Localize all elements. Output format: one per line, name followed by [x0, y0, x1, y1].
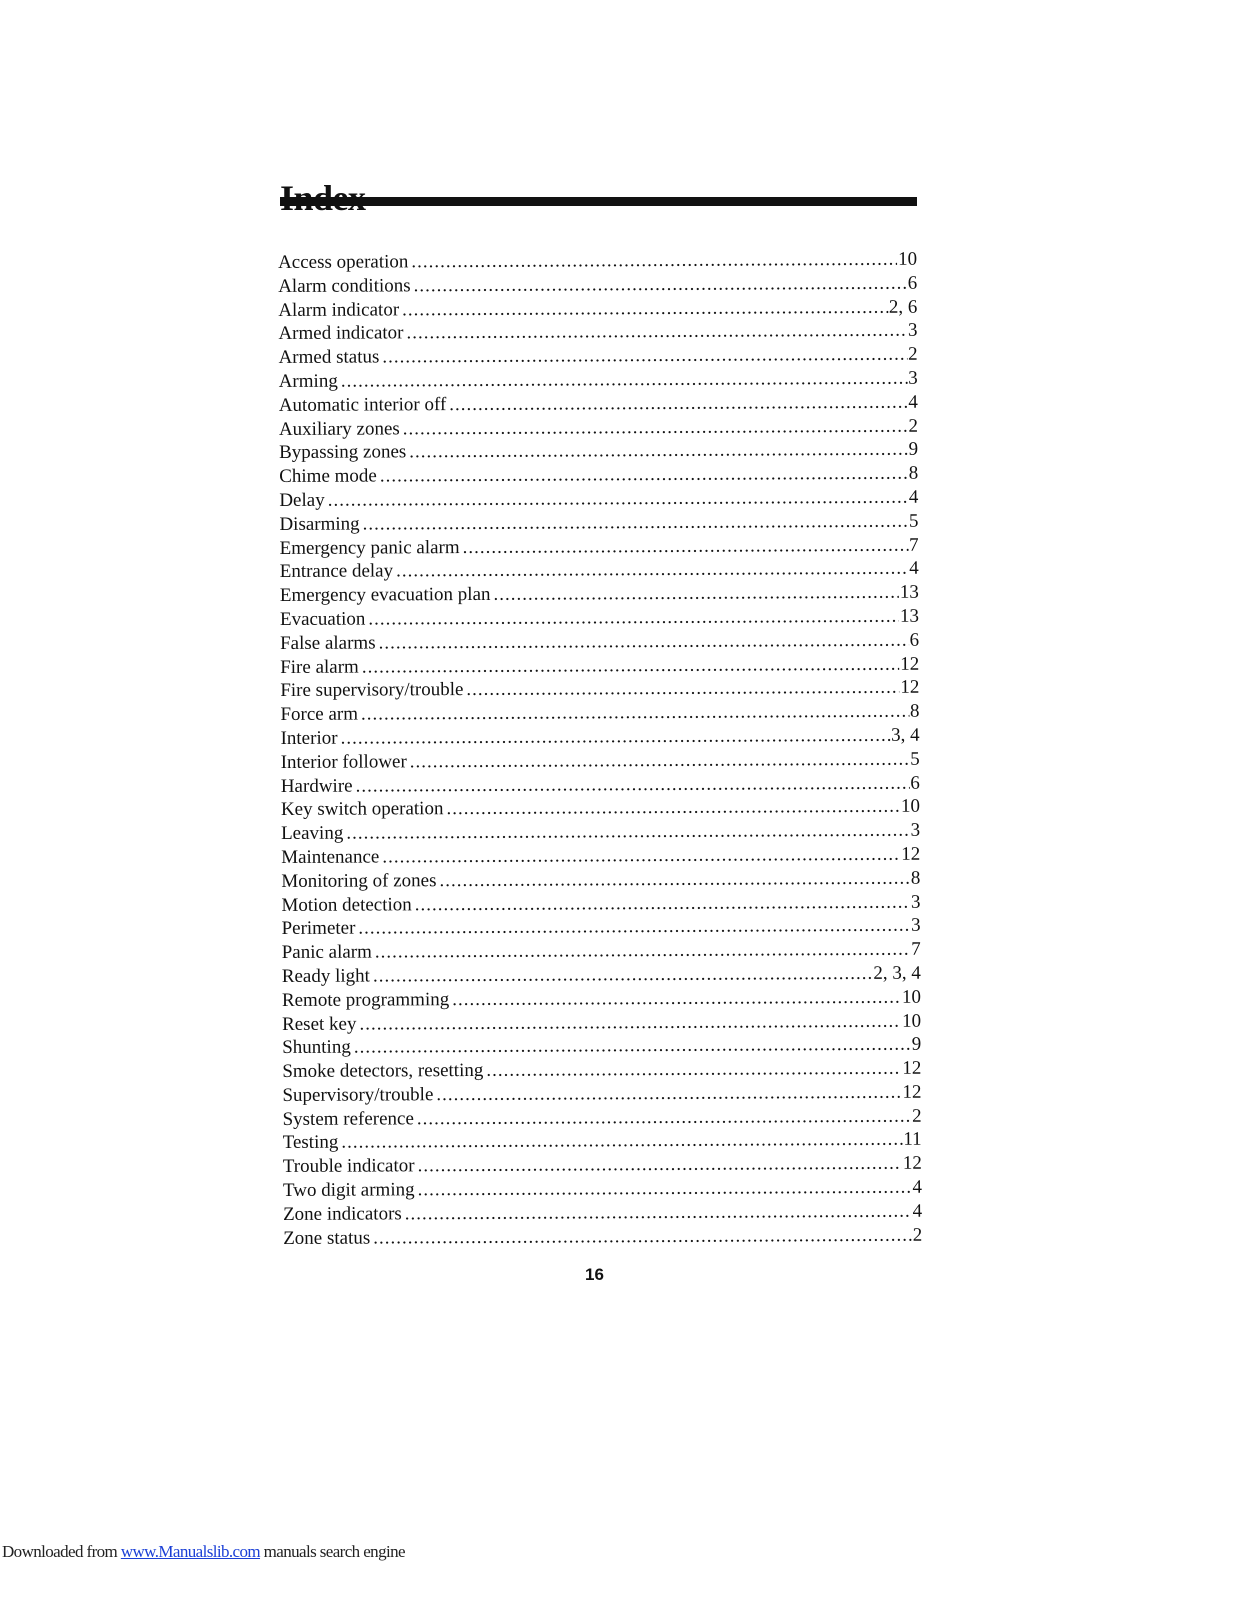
index-pages: 2	[908, 415, 918, 437]
index-pages: 2	[911, 1105, 922, 1127]
dot-leader	[382, 843, 900, 870]
dot-leader	[328, 486, 908, 513]
dot-leader	[380, 462, 908, 489]
index-entry	[282, 1057, 921, 1084]
dot-leader	[362, 652, 900, 679]
index-pages: 3	[907, 320, 918, 342]
index-entry	[278, 295, 917, 322]
index-entry	[281, 843, 920, 870]
dot-leader	[368, 605, 899, 632]
index-term: Monitoring of zones	[281, 869, 437, 892]
dot-leader	[346, 819, 909, 846]
dot-leader	[493, 581, 898, 607]
index-pages: 2	[907, 343, 918, 365]
dot-leader	[406, 319, 907, 345]
index-term: System reference	[282, 1107, 414, 1130]
index-pages: 6	[910, 772, 920, 794]
index-term: Motion detection	[281, 893, 412, 916]
index-pages: 12	[901, 843, 921, 865]
index-pages: 10	[901, 986, 921, 1008]
index-entry	[282, 1104, 921, 1131]
dot-leader	[463, 533, 909, 559]
index-pages: 9	[908, 439, 919, 461]
index-term: Alarm indicator	[278, 298, 400, 321]
index-pages: 13	[899, 605, 919, 627]
index-term: Alarm conditions	[278, 275, 411, 297]
index-term: Delay	[279, 489, 325, 511]
index-term: Panic alarm	[281, 941, 372, 964]
index-pages: 10	[901, 1010, 922, 1032]
index-pages: 12	[902, 1081, 922, 1103]
index-entry	[281, 771, 920, 798]
dot-leader	[405, 1200, 912, 1226]
index-pages: 4	[912, 1200, 923, 1222]
dot-leader	[417, 1152, 901, 1178]
index-pages: 4	[909, 558, 919, 580]
dot-leader	[363, 509, 908, 536]
index-term: Force arm	[280, 703, 359, 726]
index-entry	[281, 747, 920, 774]
dot-leader	[466, 676, 899, 702]
index-entry	[279, 390, 918, 417]
index-term: Zone indicators	[282, 1203, 402, 1225]
index-term: Fire alarm	[280, 656, 359, 678]
index-pages: 3	[908, 367, 918, 389]
index-term: Bypassing zones	[279, 441, 407, 464]
index-term: Zone status	[283, 1227, 371, 1249]
index-term: Interior follower	[280, 751, 407, 773]
dot-leader	[373, 1223, 912, 1250]
dot-leader	[402, 295, 888, 321]
footer-prefix: Downloaded from	[2, 1542, 121, 1561]
dot-leader	[358, 914, 910, 941]
dot-leader	[449, 390, 907, 416]
index-pages: 13	[899, 581, 919, 603]
index-pages: 6	[907, 272, 918, 294]
index-entry	[279, 462, 918, 489]
index-pages: 10	[900, 795, 920, 818]
index-entry	[279, 509, 918, 536]
dot-leader	[379, 628, 909, 655]
index-term: Remote programming	[281, 988, 450, 1011]
index-entry	[279, 438, 918, 465]
index-entry	[283, 1152, 922, 1179]
index-term: Maintenance	[281, 846, 380, 868]
index-pages: 9	[911, 1033, 922, 1055]
index-pages: 3, 4	[890, 724, 920, 746]
index-entry	[282, 962, 921, 989]
dot-leader	[417, 1104, 911, 1130]
dot-leader	[403, 414, 908, 440]
index-entry	[280, 700, 919, 727]
index-entry	[281, 890, 920, 917]
index-term: Disarming	[279, 513, 360, 535]
index-entry	[282, 1009, 921, 1036]
dot-leader	[410, 747, 910, 773]
dot-leader	[396, 557, 908, 583]
index-entry	[283, 1223, 922, 1250]
index-pages: 4	[908, 486, 919, 508]
index-pages: 12	[902, 1057, 922, 1079]
index-term: Reset key	[281, 1013, 357, 1035]
index-entry	[278, 343, 917, 370]
title-rule	[280, 197, 917, 206]
index-term: Access operation	[278, 251, 409, 273]
index-term: Fire supervisory/trouble	[280, 679, 464, 702]
index-term: Emergency evacuation plan	[279, 584, 491, 607]
index-entry	[283, 1176, 922, 1203]
dot-leader	[382, 343, 907, 370]
index-term: Hardwire	[280, 775, 353, 797]
dot-leader	[361, 700, 909, 727]
index-term: Interior	[280, 727, 338, 749]
index-term: Testing	[282, 1132, 339, 1154]
index-entry	[280, 581, 919, 608]
index-pages: 3	[910, 891, 921, 913]
index-pages: 12	[900, 653, 920, 675]
index-pages: 4	[908, 391, 918, 413]
index-pages: 8	[909, 700, 920, 722]
index-entry	[280, 652, 919, 679]
index-pages: 2, 3, 4	[873, 962, 921, 984]
index-entry	[278, 319, 917, 346]
dot-leader	[439, 866, 909, 892]
dot-leader	[409, 438, 907, 464]
footer	[2, 1542, 405, 1562]
index-entry	[282, 1033, 921, 1060]
index-entry	[280, 724, 919, 751]
index-entry	[282, 938, 921, 965]
index-term: Two digit arming	[282, 1179, 415, 1202]
index-term: Auxiliary zones	[278, 417, 400, 440]
index-pages: 8	[910, 867, 921, 889]
index-term: Emergency panic alarm	[279, 536, 460, 559]
index-pages: 6	[909, 629, 920, 651]
index-term: Automatic interior off	[278, 393, 447, 416]
index-entry	[280, 628, 919, 655]
index-term: Entrance delay	[279, 560, 394, 583]
dot-leader	[341, 367, 908, 394]
index-pages: 3	[910, 914, 921, 937]
dot-leader	[452, 985, 901, 1011]
dot-leader	[486, 1057, 901, 1083]
index-term: Perimeter	[281, 917, 356, 940]
index-entry	[283, 1128, 922, 1155]
index-list	[278, 248, 922, 1251]
index-pages: 10	[897, 248, 918, 270]
dot-leader	[446, 795, 900, 821]
index-term: Smoke detectors, resetting	[282, 1060, 484, 1083]
index-pages: 2, 6	[888, 296, 918, 318]
index-entry	[283, 1200, 922, 1227]
dot-leader	[359, 1009, 901, 1036]
index-entry	[280, 605, 919, 632]
dot-leader	[341, 1128, 902, 1155]
dot-leader	[373, 962, 872, 988]
index-pages: 2	[912, 1224, 923, 1246]
index-entry	[279, 486, 918, 513]
dot-leader	[418, 1176, 912, 1202]
index-term: Trouble indicator	[282, 1155, 415, 1178]
index-term: Key switch operation	[280, 798, 444, 821]
index-term: Supervisory/trouble	[282, 1084, 434, 1106]
index-entry	[281, 866, 920, 893]
index-pages: 3	[910, 819, 921, 841]
index-entry	[281, 914, 920, 941]
index-entry	[282, 1081, 921, 1108]
manualslib-link[interactable]: www.Manualslib.com	[120, 1542, 261, 1561]
dot-leader	[415, 890, 910, 916]
index-term: Chime mode	[279, 465, 377, 488]
dot-leader	[411, 248, 897, 274]
index-term: Ready light	[281, 965, 370, 987]
index-pages: 7	[908, 534, 919, 556]
index-term: Leaving	[280, 822, 344, 845]
index-entry	[281, 819, 920, 846]
dot-leader	[436, 1081, 901, 1107]
dot-leader	[354, 1033, 911, 1060]
index-entry	[279, 367, 918, 394]
dot-leader	[355, 771, 909, 798]
index-entry	[278, 248, 917, 275]
index-pages: 7	[911, 938, 921, 960]
index-pages: 8	[908, 462, 919, 484]
index-term: Armed indicator	[278, 322, 404, 345]
index-entry	[279, 533, 918, 560]
index-pages: 5	[908, 510, 919, 532]
index-entry	[278, 271, 917, 298]
index-entry	[282, 985, 921, 1012]
index-term: Evacuation	[279, 608, 366, 630]
dot-leader	[340, 724, 890, 751]
index-pages: 11	[903, 1129, 922, 1151]
index-term: False alarms	[279, 632, 376, 654]
index-entry	[280, 557, 919, 584]
dot-leader	[375, 938, 910, 965]
index-pages: 4	[912, 1176, 922, 1198]
index-entry	[280, 676, 919, 703]
page-number: 16	[585, 1265, 604, 1284]
index-pages: 12	[900, 676, 920, 699]
index-term: Arming	[278, 370, 338, 392]
index-entry	[279, 414, 918, 441]
footer-suffix: manuals search engine	[260, 1542, 405, 1561]
dot-leader	[414, 272, 907, 298]
index-pages: 12	[902, 1152, 922, 1175]
index-pages: 5	[910, 748, 920, 770]
index-term: Armed status	[278, 346, 380, 369]
index-term: Shunting	[282, 1036, 351, 1059]
index-entry	[281, 795, 920, 822]
